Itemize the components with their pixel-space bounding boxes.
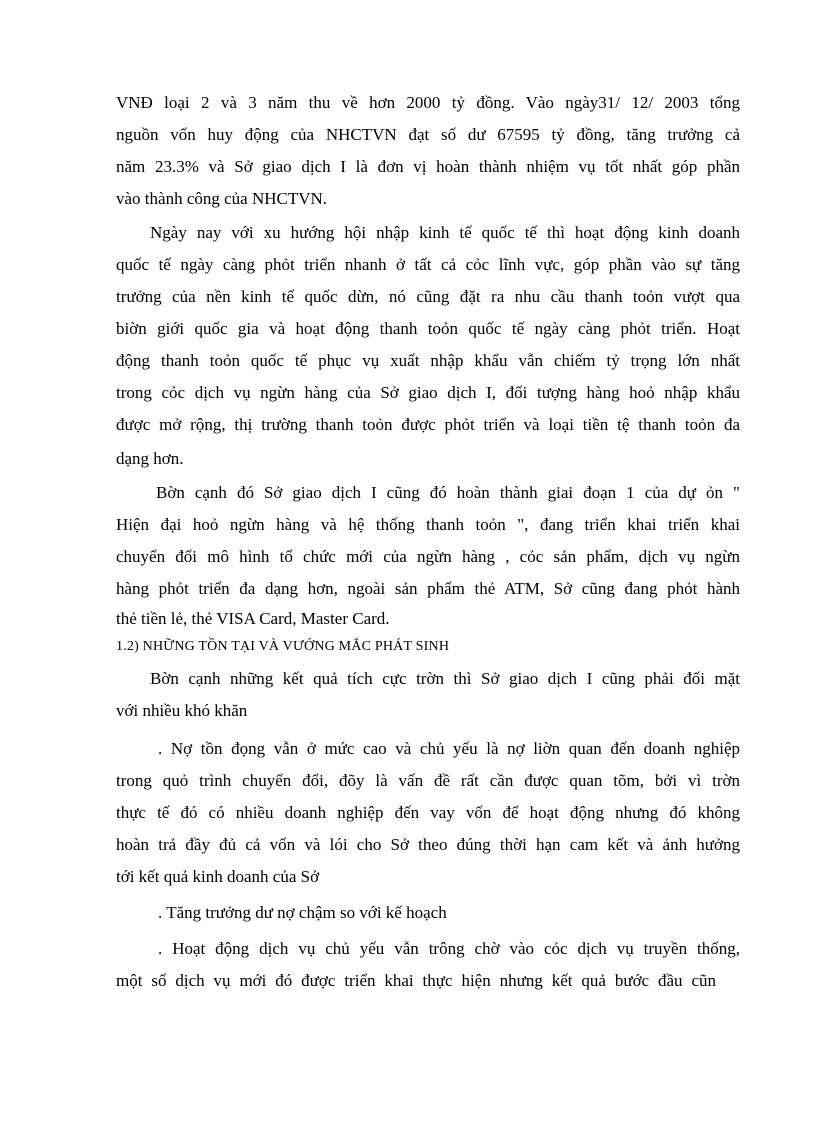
paragraph-2-line-2: quốc tế ngày càng phỏt triển nhanh ở tất cả cỏc lĩnh vực, góp phần vào sự tăng: [116, 255, 740, 274]
paragraph-5-line-1: . Nợ tồn đọng vẫn ở mức cao và chủ yếu là nợ liờn quan đến doanh nghiệp: [158, 739, 740, 758]
paragraph-1-line-2: nguồn vốn huy động của NHCTVN đạt số dư 67595 tỷ đồng, tăng trưởng cả: [116, 125, 740, 144]
paragraph-3-line-2: Hiện đại hoỏ ngừn hàng và hệ thống thanh toỏn ", đang triển khai triển khai: [116, 515, 740, 534]
paragraph-2-line-6: trong cỏc dịch vụ ngừn hàng của Sở giao dịch I, đối tượng hàng hoỏ nhập khẩu: [116, 383, 740, 402]
paragraph-1-line-4: vào thành công của NHCTVN.: [116, 189, 328, 208]
paragraph-2-line-5: động thanh toỏn quốc tế phục vụ xuất nhập khẩu vẫn chiếm tỷ trọng lớn nhất: [116, 351, 740, 370]
paragraph-2-line-1: Ngày nay với xu hướng hội nhập kinh tế quốc tế thì hoạt động kinh doanh: [150, 223, 740, 242]
paragraph-2-line-3: trưởng của nền kinh tế quốc dừn, nó cũng đặt ra nhu cầu thanh toỏn vượt qua: [116, 287, 740, 306]
paragraph-3-line-1: Bờn cạnh đó Sở giao dịch I cũng đó hoàn thành giai đoạn 1 của dự ỏn ": [156, 483, 740, 502]
paragraph-3-line-5: thẻ tiền lẻ, thẻ VISA Card, Master Card.: [116, 609, 390, 628]
paragraph-5-line-2: trong quỏ trình chuyển đổi, đõy là vấn đề rất cần được quan tõm, bởi vì trờn: [116, 771, 740, 790]
paragraph-1-line-3: năm 23.3% và Sở giao dịch I là đơn vị hoàn thành nhiệm vụ tốt nhất góp phần: [116, 157, 740, 176]
paragraph-7-line-2: một số dịch vụ mới đó được triển khai thực hiện nhưng kết quả bước đầu cũn: [116, 971, 716, 990]
paragraph-3-line-4: hàng phỏt triển đa dạng hơn, ngoài sản phẩm thẻ ATM, Sở cũng đang phỏt hành: [116, 579, 740, 598]
paragraph-2-line-7: được mở rộng, thị trường thanh toỏn được phỏt triển và loại tiền tệ thanh toỏn đa: [116, 415, 740, 434]
paragraph-4-line-2: với nhiều khó khăn: [116, 701, 248, 720]
paragraph-2-line-4: biờn giới quốc gia và hoạt động thanh toỏn quốc tế ngày càng phỏt triển. Hoạt: [116, 319, 740, 338]
paragraph-3-line-3: chuyển đổi mô hình tổ chức mới của ngừn hàng , cỏc sản phẩm, dịch vụ ngừn: [116, 547, 740, 566]
paragraph-1-line-1: VNĐ loại 2 và 3 năm thu về hơn 2000 tỷ đồng. Vào ngày31/ 12/ 2003 tổng: [116, 93, 740, 112]
paragraph-6-line-1: . Tăng trưởng dư nợ chậm so với kế hoạch: [158, 903, 447, 922]
paragraph-5-line-5: tới kết quả kinh doanh của Sở: [116, 867, 320, 886]
section-heading: 1.2) NHỮNG TỒN TẠI VÀ VƯỚNG MẮC PHÁT SINH: [116, 639, 450, 654]
paragraph-4-line-1: Bờn cạnh những kết quả tích cực trờn thì Sở giao dịch I cũng phải đối mặt: [150, 669, 740, 688]
paragraph-5-line-4: hoàn trả đầy đủ cả vốn và lói cho Sở theo đúng thời hạn cam kết và ảnh hưởng: [116, 835, 740, 854]
paragraph-7-line-1: . Hoạt động dịch vụ chủ yếu vẫn trông chờ vào cỏc dịch vụ truyền thống,: [158, 939, 740, 958]
paragraph-2-line-8: dạng hơn.: [116, 449, 184, 468]
paragraph-5-line-3: thực tế đó có nhiều doanh nghiệp đến vay vốn để hoạt động nhưng đó không: [116, 803, 740, 822]
